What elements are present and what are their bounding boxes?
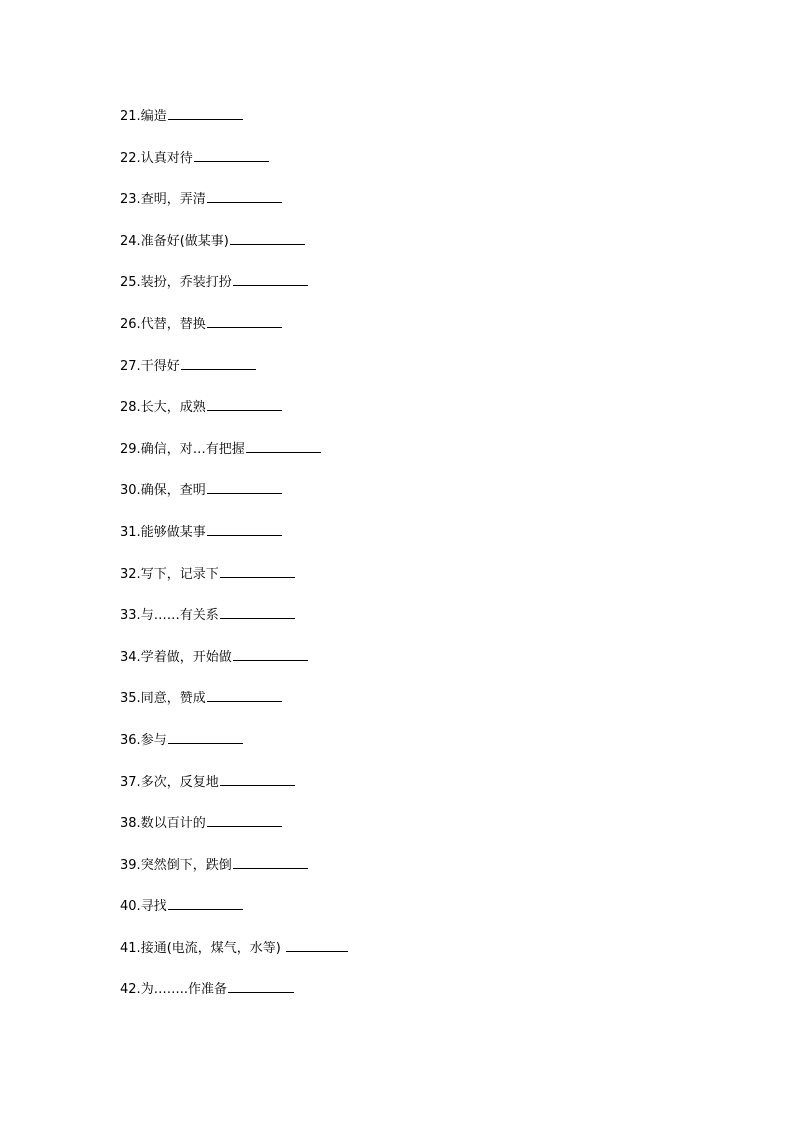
question-item-27	[120, 358, 348, 400]
question-number: 41.	[120, 940, 141, 956]
question-prompt: 突然倒下，跌倒	[140, 857, 232, 873]
question-prompt: 寻找	[140, 899, 167, 915]
question-number: 35.	[120, 691, 141, 707]
answer-blank[interactable]	[207, 825, 282, 827]
question-number: 23.	[120, 192, 141, 208]
question-number: 30.	[120, 483, 141, 499]
answer-blank[interactable]	[207, 409, 282, 411]
question-prompt: 装扮，乔装打扮	[140, 275, 232, 291]
answer-blank[interactable]	[168, 118, 243, 120]
answer-blank[interactable]	[230, 243, 305, 245]
answer-blank[interactable]	[207, 534, 282, 536]
question-prompt: 接通(电流，煤气，水等)	[140, 940, 285, 956]
question-item-29	[120, 441, 348, 483]
question-item-22	[120, 150, 348, 192]
question-item-23	[120, 191, 348, 233]
question-number: 21.	[120, 109, 141, 124]
question-item-31	[120, 524, 348, 566]
question-number: 24.	[120, 233, 141, 249]
question-item-41	[120, 940, 348, 982]
question-number: 39.	[120, 857, 141, 873]
answer-blank[interactable]	[207, 492, 282, 494]
question-prompt: 写下，记录下	[140, 566, 219, 582]
question-number: 33.	[120, 608, 141, 624]
question-prompt: 干得好	[140, 358, 180, 374]
question-prompt: 数以百计的	[140, 816, 206, 832]
question-item-32	[120, 566, 348, 608]
answer-blank[interactable]	[168, 908, 243, 910]
answer-blank[interactable]	[220, 576, 295, 578]
answer-blank[interactable]	[228, 991, 294, 993]
question-number: 42.	[120, 982, 141, 998]
answer-blank[interactable]	[207, 326, 282, 328]
question-number: 38.	[120, 816, 141, 832]
question-number: 32.	[120, 566, 141, 582]
question-number: 40.	[120, 899, 141, 915]
vocabulary-question-list	[120, 108, 348, 1023]
question-item-25	[120, 274, 348, 316]
question-number: 31.	[120, 524, 141, 540]
answer-blank[interactable]	[194, 160, 269, 162]
question-item-34	[120, 649, 348, 691]
question-item-33	[120, 607, 348, 649]
answer-blank[interactable]	[220, 617, 295, 619]
question-prompt: 为……..作准备	[140, 982, 227, 998]
question-prompt: 确保，查明	[140, 483, 206, 499]
question-prompt: 长大，成熟	[140, 400, 206, 416]
question-number: 27.	[120, 358, 141, 374]
question-prompt: 参与	[140, 732, 167, 748]
question-prompt: 与……有关系	[140, 608, 219, 624]
answer-blank[interactable]	[246, 451, 321, 453]
question-number: 28.	[120, 400, 141, 416]
answer-blank[interactable]	[220, 784, 295, 786]
question-item-26	[120, 316, 348, 358]
question-item-30	[120, 482, 348, 524]
question-number: 22.	[120, 150, 141, 166]
question-item-24	[120, 233, 348, 275]
question-item-39	[120, 857, 348, 899]
question-prompt: 多次，反复地	[140, 774, 219, 790]
question-number: 36.	[120, 732, 141, 748]
question-item-36	[120, 732, 348, 774]
question-item-38	[120, 815, 348, 857]
question-number: 34.	[120, 649, 141, 665]
answer-blank[interactable]	[207, 700, 282, 702]
question-prompt: 编造	[140, 109, 167, 124]
answer-blank[interactable]	[168, 742, 243, 744]
question-item-40	[120, 898, 348, 940]
answer-blank[interactable]	[233, 659, 308, 661]
question-prompt: 代替，替换	[140, 316, 206, 332]
question-item-42	[120, 981, 348, 1023]
answer-blank[interactable]	[286, 950, 348, 952]
answer-blank[interactable]	[233, 867, 308, 869]
question-number: 25.	[120, 275, 141, 291]
question-item-37	[120, 774, 348, 816]
question-prompt: 能够做某事	[140, 524, 206, 540]
question-prompt: 准备好(做某事)	[140, 233, 229, 249]
question-item-21	[120, 108, 348, 150]
answer-blank[interactable]	[207, 201, 282, 203]
question-prompt: 认真对待	[140, 150, 193, 166]
question-number: 37.	[120, 774, 141, 790]
question-item-35	[120, 690, 348, 732]
question-prompt: 学着做，开始做	[140, 649, 232, 665]
question-prompt: 查明，弄清	[140, 192, 206, 208]
question-number: 29.	[120, 441, 141, 457]
answer-blank[interactable]	[233, 284, 308, 286]
question-prompt: 同意，赞成	[140, 691, 206, 707]
question-number: 26.	[120, 316, 141, 332]
question-item-28	[120, 399, 348, 441]
question-prompt: 确信，对…有把握	[140, 441, 245, 457]
answer-blank[interactable]	[181, 368, 256, 370]
